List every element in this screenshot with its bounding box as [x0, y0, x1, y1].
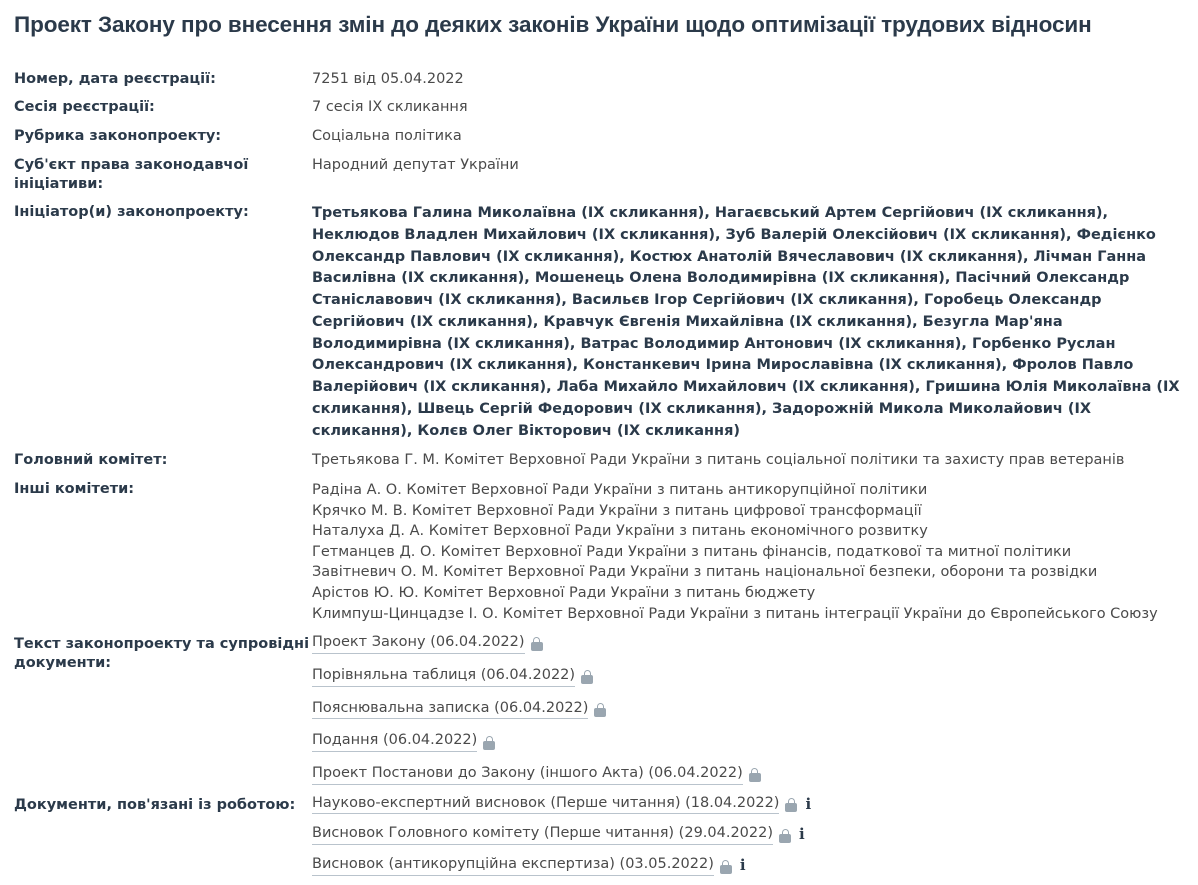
list-item — [312, 794, 1184, 815]
bill-details-table — [14, 70, 1184, 885]
lock-icon — [749, 768, 761, 782]
lock-icon — [779, 829, 791, 843]
document-link[interactable]: Порівняльна таблиця (06.04.2022) — [312, 666, 575, 687]
list-item: Наталуха Д. А. Комітет Верховної Ради України з питань економічного розвитку — [312, 523, 928, 540]
table-row — [14, 70, 1184, 99]
table-row — [14, 203, 1184, 451]
info-icon[interactable]: i — [805, 794, 812, 813]
lock-icon — [581, 670, 593, 684]
lock-icon — [785, 798, 797, 812]
lock-icon — [594, 703, 606, 717]
value-related-documents — [312, 794, 1184, 885]
list-item: Завітневич О. М. Комітет Верховної Ради України з питань національної безпеки, оборони та розвідки — [312, 564, 1098, 581]
value-main-committee: Третьякова Г. М. Комітет Верховної Ради України з питань соціальної політики та захисту прав ветеранів — [312, 452, 1125, 469]
list-item — [312, 633, 1184, 654]
list-item — [312, 699, 1184, 720]
lock-icon — [720, 860, 732, 874]
list-item: Арістов Ю. Ю. Комітет Верховної Ради України з питань бюджету — [312, 584, 816, 601]
value-session: 7 сесія IX скликання — [312, 99, 468, 116]
list-item: Радіна А. О. Комітет Верховної Ради України з питань антикорупційної політики — [312, 482, 928, 499]
value-number-date: 7251 від 05.04.2022 — [312, 70, 464, 87]
value-initiators: Третьякова Галина Миколаївна (IX скликання), Нагаєвський Артем Сергійович (IX скликання), Неклюдов Владлен Михайлович (IX скликання), Зуб Валерій Олексійович (IX скликання), Федієнко Олександр Павлович (IX скликання), Костюх Анатолій Вячеславович (IX скликання), Лічман Ганна Василівна (IX скликання), Мошенець Олена Володимирівна (IX скликання), Пасічний Олександр Станіславович (IX скликання), Васильєв Ігор Сергійович (IX скликання), Горобець Олександр Сергійович (IX скликання), Кравчук Євгенія Михайлівна (IX скликання), Безугла Мар'яна Володимирівна (IX скликання), Ватрас Володимир Антонович (IX скликання), Горбенко Руслан Олександрович (IX скликання), Констанкевич Ірина Мирославівна (IX скликання), Фролов Павло Валерійович (IX скликання), Лаба Михайло Михайлович (IX скликання), Гришина Юлія Миколаївна (IX скликання), Швець Сергій Федорович (IX скликання), Задорожній Микола Миколайович (IX скликання), Колєв Олег Вікторович (IX скликання) — [312, 205, 1180, 439]
page-title: Проект Закону про внесення змін до деяких законів України щодо оптимізації трудових відносин — [14, 12, 1092, 37]
document-link[interactable]: Пояснювальна записка (06.04.2022) — [312, 699, 588, 720]
label-rubric: Рубрика законопроекту: — [14, 128, 222, 145]
label-main-committee: Головний комітет: — [14, 452, 168, 469]
label-session: Сесія реєстрації: — [14, 99, 155, 116]
list-item — [312, 764, 1184, 785]
value-documents — [312, 633, 1184, 794]
list-item: Крячко М. В. Комітет Верховної Ради України з питань цифрової трансформації — [312, 502, 922, 519]
label-number-date: Номер, дата реєстрації: — [14, 70, 216, 87]
table-row — [14, 480, 1184, 633]
related-document-link[interactable]: Науково-експертний висновок (Перше читання) (18.04.2022) — [312, 794, 779, 815]
list-item — [312, 731, 1184, 752]
table-row — [14, 98, 1184, 127]
table-row — [14, 633, 1184, 794]
label-documents: Текст законопроекту та супровідні документи: — [14, 636, 310, 672]
label-other-committees: Інші комітети: — [14, 481, 135, 498]
list-item — [312, 666, 1184, 687]
list-item — [312, 824, 1184, 845]
lock-icon — [531, 637, 543, 651]
label-initiators: Ініціатор(и) законопроекту: — [14, 204, 249, 221]
list-item: Климпуш-Цинцадзе І. О. Комітет Верховної Ради України з питань інтеграції України до Європейського Союзу — [312, 605, 1158, 622]
document-link[interactable]: Проект Постанови до Закону (іншого Акта) (06.04.2022) — [312, 764, 743, 785]
value-other-committees — [312, 480, 1184, 633]
document-link[interactable]: Проект Закону (06.04.2022) — [312, 633, 525, 654]
list-item — [312, 855, 1184, 876]
value-subject: Народний депутат України — [312, 156, 519, 173]
document-link[interactable]: Подання (06.04.2022) — [312, 731, 477, 752]
related-document-link[interactable]: Висновок (антикорупційна експертиза) (03.05.2022) — [312, 855, 714, 876]
table-row — [14, 794, 1184, 885]
related-document-link[interactable]: Висновок Головного комітету (Перше читання) (29.04.2022) — [312, 824, 773, 845]
table-row — [14, 156, 1184, 203]
label-subject: Суб'єкт права законодавчої ініціативи: — [14, 156, 249, 192]
label-related-documents: Документи, пов'язані із роботою: — [14, 796, 296, 813]
value-rubric: Соціальна політика — [312, 128, 462, 145]
info-icon[interactable]: i — [739, 856, 746, 874]
table-row — [14, 451, 1184, 480]
table-row — [14, 127, 1184, 156]
info-icon[interactable]: i — [799, 825, 805, 844]
list-item: Гетманцев Д. О. Комітет Верховної Ради України з питань фінансів, податкової та митної політики — [312, 543, 1072, 560]
lock-icon — [483, 736, 495, 750]
